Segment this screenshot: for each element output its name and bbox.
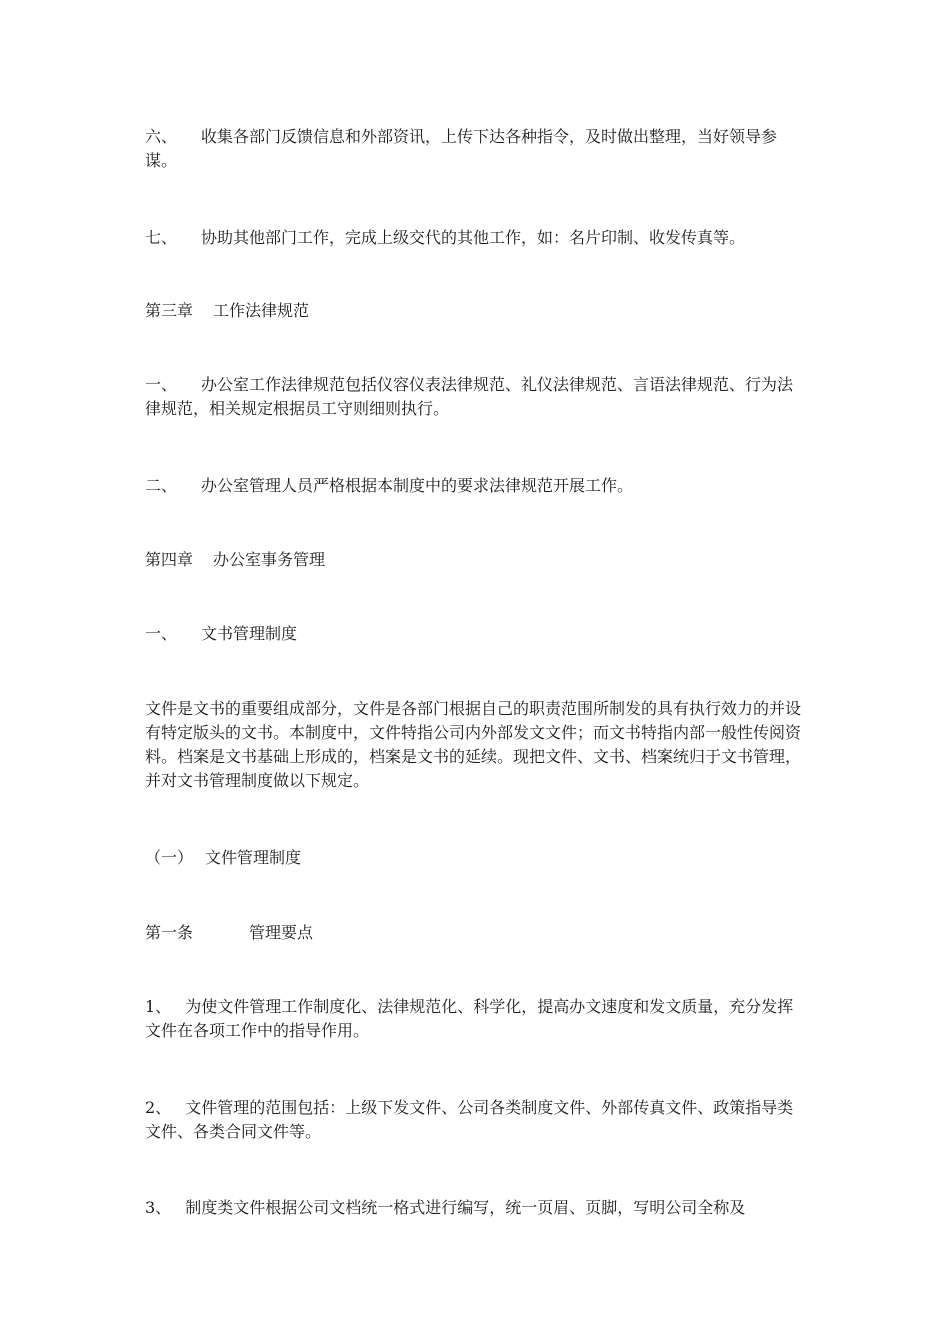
- paragraph-marker: 1、: [145, 997, 172, 1016]
- paragraph-marker: 七、: [145, 228, 178, 247]
- paragraph-text: 办公室工作法律规范包括仪容仪表法律规范、礼仪法律规范、言语法律规范、行为法律规范，相关规定根据员工守则细则执行。: [145, 375, 794, 418]
- paragraph-text: 办公室管理人员严格根据本制度中的要求法律规范开展工作。: [201, 476, 634, 495]
- paragraph-text: 文件管理的范围包括：上级下发文件、公司各类制度文件、外部传真文件、政策指导类文件、各类合同文件等。: [145, 1098, 794, 1141]
- paragraph-marker: （一）: [145, 848, 194, 867]
- paragraph-marker: 六、: [145, 127, 178, 146]
- chapter-title: 办公室事务管理: [213, 550, 326, 569]
- paragraph-text: 制度类文件根据公司文档统一格式进行编写，统一页眉、页脚，写明公司全称及: [185, 1198, 746, 1217]
- article-1-heading: [145, 921, 805, 945]
- section-1-heading: [145, 622, 805, 646]
- paragraph-c3-2: [145, 474, 805, 498]
- chapter-number: 第三章: [145, 301, 194, 320]
- paragraph-marker: 一、: [145, 375, 178, 394]
- paragraph-text: 协助其他部门工作，完成上级交代的其他工作，如：名片印制、收发传真等。: [201, 228, 746, 247]
- chapter-title: 工作法律规范: [213, 301, 310, 320]
- paragraph-marker: 一、: [145, 624, 178, 643]
- paragraph-text: 收集各部门反馈信息和外部资讯，上传下达各种指令，及时做出整理，当好领导参谋。: [145, 127, 778, 170]
- paragraph-text: 文件管理制度: [205, 848, 302, 867]
- paragraph-7: [145, 226, 805, 250]
- paragraph-marker: 3、: [145, 1198, 172, 1217]
- paragraph-item-2: [145, 1096, 805, 1144]
- chapter-3-heading: [145, 299, 805, 323]
- article-title: 管理要点: [249, 923, 314, 942]
- paragraph-marker: 2、: [145, 1098, 172, 1117]
- paragraph-6: [145, 125, 805, 173]
- paragraph-c3-1: [145, 373, 805, 421]
- paragraph-text: 文件是文书的重要组成部分，文件是各部门根据自己的职责范围所制发的具有执行效力的并设有特定版头的文书。本制度中，文件特指公司内外部发文文件；而文书特指内部一般性传阅资料。档案是文书基础上形成的，档案是文书的延续。现把文件、文书、档案统归于文书管理，并对文书管理制度做以下规定。: [145, 699, 802, 790]
- paragraph-item-3: [145, 1196, 805, 1220]
- paragraph-item-1: [145, 995, 805, 1043]
- chapter-number: 第四章: [145, 550, 194, 569]
- subsection-1-heading: [145, 846, 805, 870]
- paragraph-marker: 二、: [145, 476, 178, 495]
- paragraph-text: 为使文件管理工作制度化、法律规范化、科学化，提高办文速度和发文质量，充分发挥文件在各项工作中的指导作用。: [145, 997, 794, 1040]
- chapter-4-heading: [145, 548, 805, 572]
- paragraph-document-intro: [145, 697, 805, 793]
- article-number: 第一条: [145, 923, 194, 942]
- paragraph-text: 文书管理制度: [201, 624, 298, 643]
